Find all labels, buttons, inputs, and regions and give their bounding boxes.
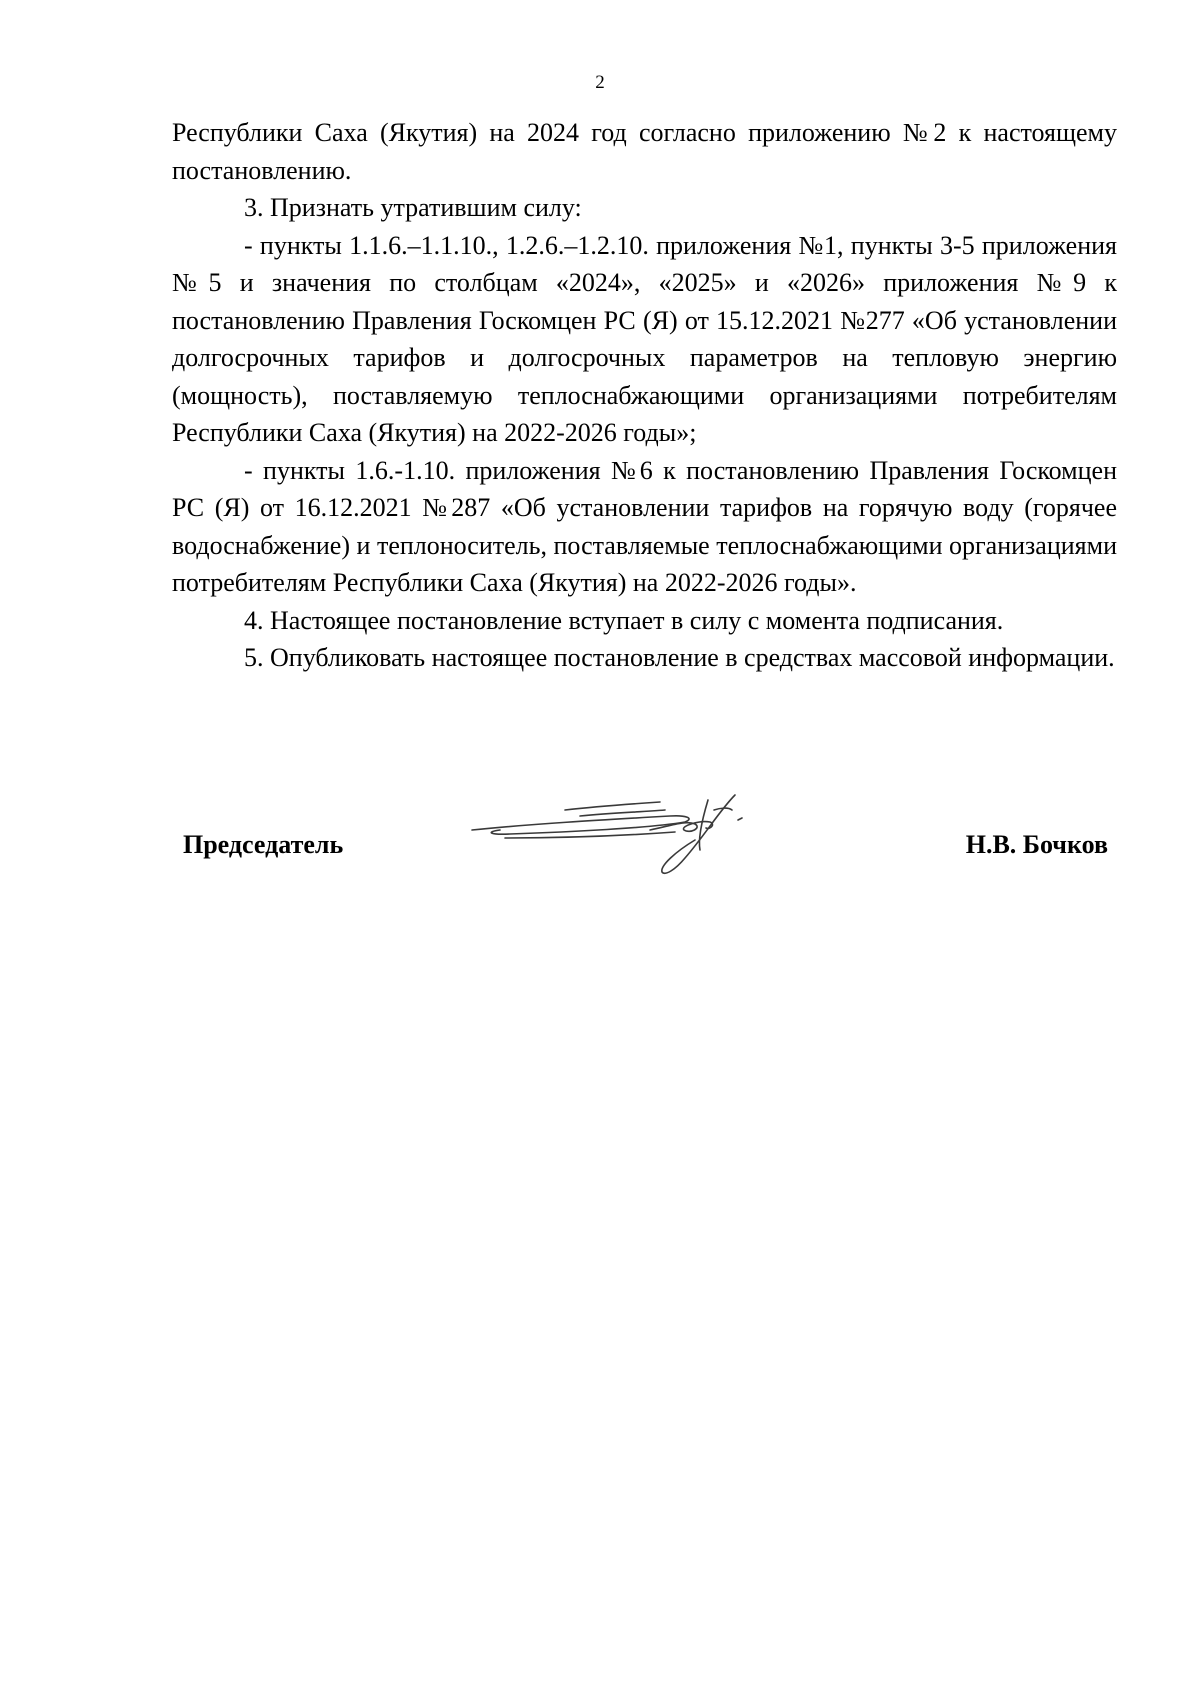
paragraph-item-5: 5. Опубликовать настоящее постановление в средствах массовой информации.: [244, 643, 1115, 672]
signatory-name: Н.В. Бочков: [965, 830, 1108, 859]
paragraph-item-4: 4. Настоящее постановление вступает в силу с момента подписания.: [244, 605, 1004, 635]
paragraph-subitem-1: - пункты 1.1.6.–1.1.10., 1.2.6.–1.2.10. приложения №1, пункты 3-5 приложения №5 и значения по столбцам «2024», «2025» и «2026» приложения №9 к постановлению Правления Госкомцен РС (Я) от 15.12.2021 №277 «Об установлении долгосрочных тарифов и долгосрочных параметров на тепловую энергию (мощность), поставляемую теплоснабжающими организациями потребителям Республики Саха (Якутия) на 2022-2026 годы»;: [172, 230, 1117, 447]
signatory-title: Председатель: [183, 830, 344, 859]
signature-block: [0, 825, 1200, 865]
paragraph-subitem-2: - пункты 1.6.-1.10. приложения №6 к постановлению Правления Госкомцен РС (Я) от 16.12.2021 №287 «Об установлении тарифов на горячую воду (горячее водоснабжение) и теплоноситель, поставляемые теплоснабжающими организациями потребителям Республики Саха (Якутия) на 2022-2026 годы».: [172, 455, 1117, 597]
paragraph-continuation: Республики Саха (Якутия) на 2024 год согласно приложению №2 к настоящему постановлению.: [172, 118, 1117, 185]
document-body: [172, 114, 1117, 677]
page-number: 2: [595, 72, 605, 93]
paragraph-item-3: 3. Признать утратившим силу:: [244, 193, 582, 222]
